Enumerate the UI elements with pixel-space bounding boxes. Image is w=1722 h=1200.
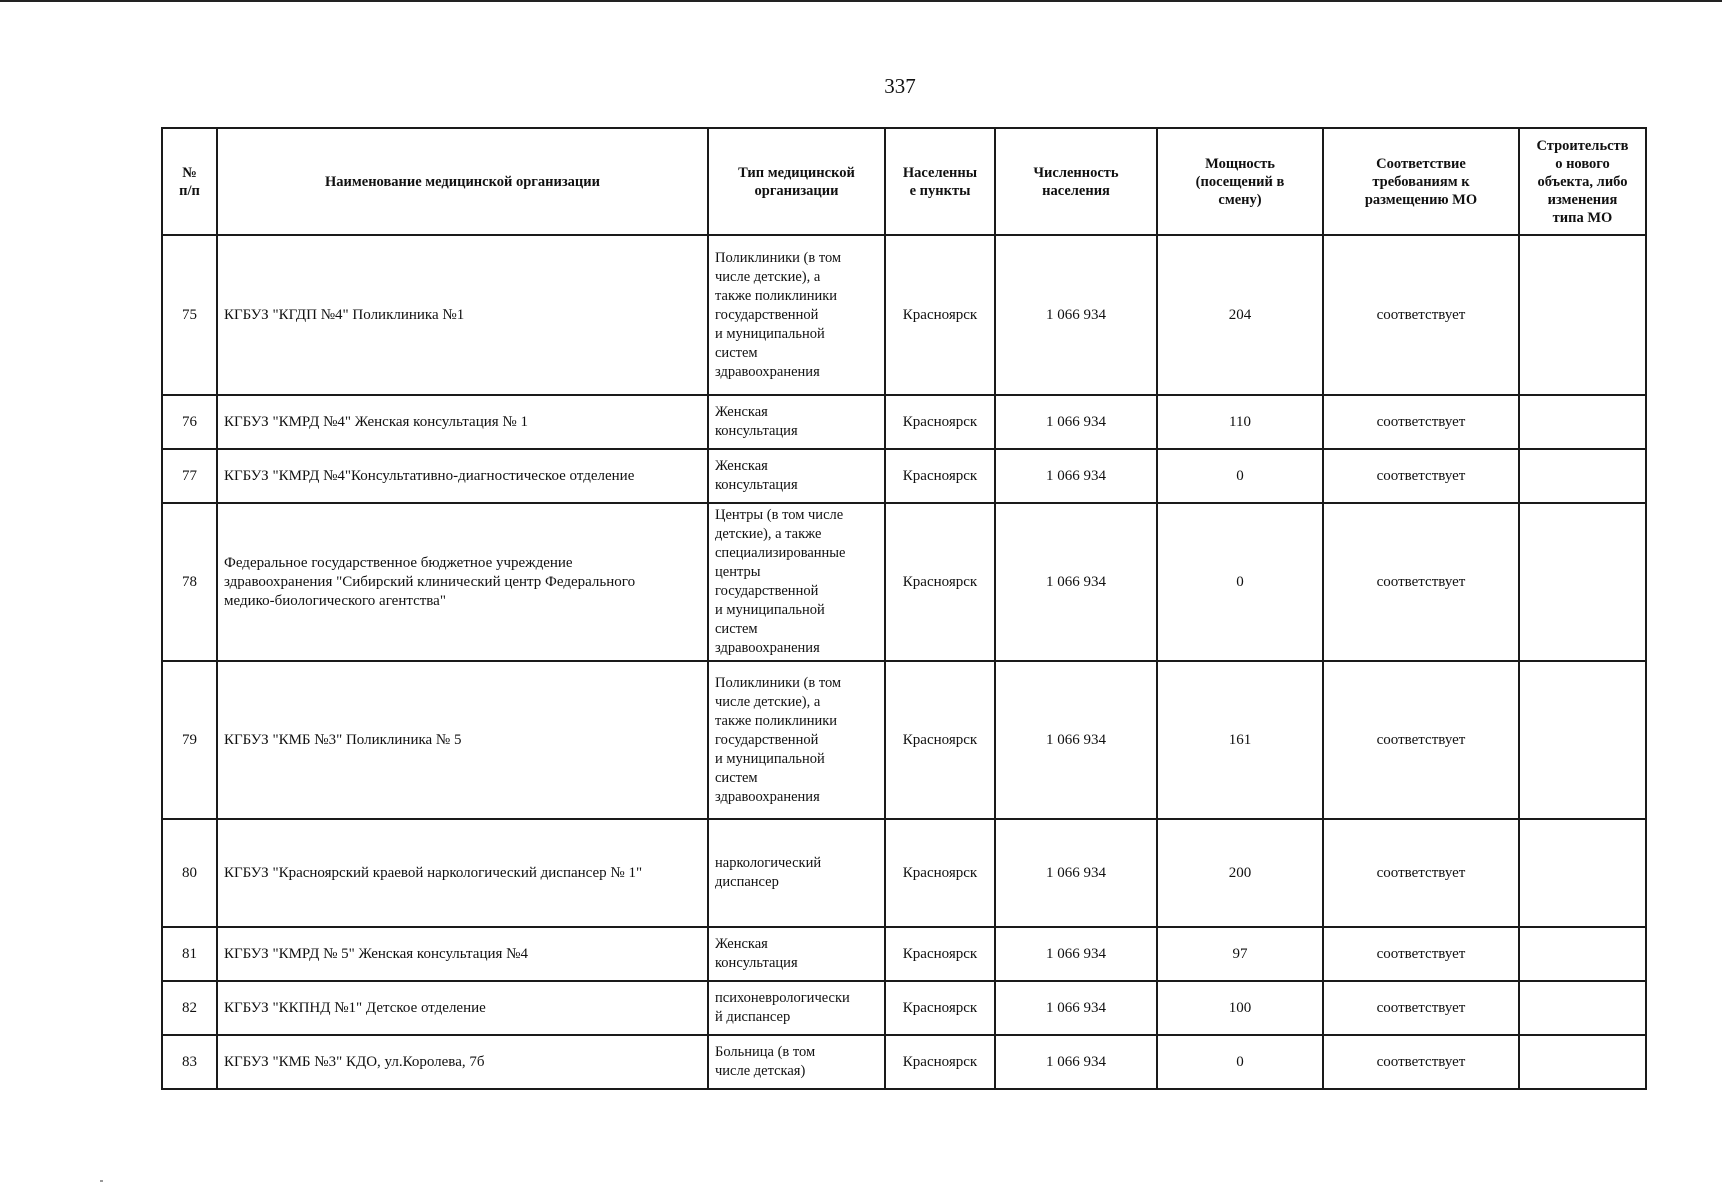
cell-capacity: 100 bbox=[1157, 981, 1323, 1035]
cell-type: Больница (в том числе детская) bbox=[708, 1035, 885, 1089]
top-border-line bbox=[0, 0, 1722, 2]
cell-name: КГБУЗ "КМБ №3" КДО, ул.Королева, 7б bbox=[217, 1035, 708, 1089]
cell-construction bbox=[1519, 981, 1646, 1035]
cell-no: 79 bbox=[162, 661, 217, 819]
table-row bbox=[162, 981, 1646, 1035]
cell-locality: Красноярск bbox=[885, 927, 995, 981]
header-locality: Населенны е пункты bbox=[885, 128, 995, 235]
cell-type: Женская консультация bbox=[708, 927, 885, 981]
cell-type: Женская консультация bbox=[708, 449, 885, 503]
cell-type: Центры (в том числе детские), а также специализированные центры государственной и муниципальной систем здравоохранения bbox=[708, 503, 885, 661]
cell-construction bbox=[1519, 395, 1646, 449]
cell-locality: Красноярск bbox=[885, 235, 995, 395]
cell-compliance: соответствует bbox=[1323, 503, 1519, 661]
table-row bbox=[162, 235, 1646, 395]
cell-population: 1 066 934 bbox=[995, 395, 1157, 449]
cell-capacity: 200 bbox=[1157, 819, 1323, 927]
cell-compliance: соответствует bbox=[1323, 661, 1519, 819]
cell-compliance: соответствует bbox=[1323, 819, 1519, 927]
cell-name: КГБУЗ "КГДП №4" Поликлиника №1 bbox=[217, 235, 708, 395]
cell-construction bbox=[1519, 819, 1646, 927]
cell-population: 1 066 934 bbox=[995, 1035, 1157, 1089]
table-row bbox=[162, 927, 1646, 981]
cell-locality: Красноярск bbox=[885, 395, 995, 449]
scan-speck bbox=[100, 1180, 103, 1182]
cell-locality: Красноярск bbox=[885, 981, 995, 1035]
cell-name: КГБУЗ "Красноярский краевой наркологический диспансер № 1" bbox=[217, 819, 708, 927]
cell-locality: Красноярск bbox=[885, 661, 995, 819]
cell-type: Поликлиники (в том числе детские), а также поликлиники государственной и муниципальной систем здравоохранения bbox=[708, 661, 885, 819]
cell-name: КГБУЗ "ККПНД №1" Детское отделение bbox=[217, 981, 708, 1035]
cell-compliance: соответствует bbox=[1323, 1035, 1519, 1089]
table-row bbox=[162, 661, 1646, 819]
cell-no: 77 bbox=[162, 449, 217, 503]
cell-compliance: соответствует bbox=[1323, 981, 1519, 1035]
medical-organizations-table bbox=[161, 127, 1647, 1090]
cell-compliance: соответствует bbox=[1323, 395, 1519, 449]
cell-no: 80 bbox=[162, 819, 217, 927]
header-construction: Строительств о нового объекта, либо изменения типа МО bbox=[1519, 128, 1646, 235]
cell-compliance: соответствует bbox=[1323, 235, 1519, 395]
cell-name: КГБУЗ "КМРД №4"Консультативно-диагностическое отделение bbox=[217, 449, 708, 503]
cell-type: наркологический диспансер bbox=[708, 819, 885, 927]
cell-compliance: соответствует bbox=[1323, 927, 1519, 981]
header-capacity: Мощность (посещений в смену) bbox=[1157, 128, 1323, 235]
cell-no: 76 bbox=[162, 395, 217, 449]
table-row bbox=[162, 1035, 1646, 1089]
cell-no: 83 bbox=[162, 1035, 217, 1089]
header-type: Тип медицинской организации bbox=[708, 128, 885, 235]
cell-construction bbox=[1519, 503, 1646, 661]
cell-population: 1 066 934 bbox=[995, 503, 1157, 661]
cell-population: 1 066 934 bbox=[995, 449, 1157, 503]
cell-locality: Красноярск bbox=[885, 1035, 995, 1089]
cell-construction bbox=[1519, 235, 1646, 395]
cell-population: 1 066 934 bbox=[995, 927, 1157, 981]
cell-locality: Красноярск bbox=[885, 503, 995, 661]
cell-compliance: соответствует bbox=[1323, 449, 1519, 503]
header-compliance: Соответствие требованиям к размещению МО bbox=[1323, 128, 1519, 235]
cell-capacity: 97 bbox=[1157, 927, 1323, 981]
table-header-row bbox=[162, 128, 1646, 235]
cell-capacity: 0 bbox=[1157, 503, 1323, 661]
cell-no: 82 bbox=[162, 981, 217, 1035]
cell-type: Поликлиники (в том числе детские), а также поликлиники государственной и муниципальной систем здравоохранения bbox=[708, 235, 885, 395]
cell-type: Женская консультация bbox=[708, 395, 885, 449]
cell-no: 75 bbox=[162, 235, 217, 395]
cell-construction bbox=[1519, 1035, 1646, 1089]
page-number: 337 bbox=[884, 74, 916, 98]
cell-population: 1 066 934 bbox=[995, 661, 1157, 819]
cell-type: психоневрологически й диспансер bbox=[708, 981, 885, 1035]
cell-population: 1 066 934 bbox=[995, 235, 1157, 395]
cell-construction bbox=[1519, 661, 1646, 819]
cell-locality: Красноярск bbox=[885, 819, 995, 927]
cell-name: Федеральное государственное бюджетное учреждение здравоохранения "Сибирский клинический центр Федерального медико-биологического агентства" bbox=[217, 503, 708, 661]
header-no: № п/п bbox=[162, 128, 217, 235]
cell-capacity: 110 bbox=[1157, 395, 1323, 449]
header-name: Наименование медицинской организации bbox=[217, 128, 708, 235]
cell-name: КГБУЗ "КМБ №3" Поликлиника № 5 bbox=[217, 661, 708, 819]
cell-name: КГБУЗ "КМРД № 5" Женская консультация №4 bbox=[217, 927, 708, 981]
cell-capacity: 0 bbox=[1157, 449, 1323, 503]
cell-no: 81 bbox=[162, 927, 217, 981]
cell-construction bbox=[1519, 449, 1646, 503]
cell-capacity: 204 bbox=[1157, 235, 1323, 395]
cell-no: 78 bbox=[162, 503, 217, 661]
cell-name: КГБУЗ "КМРД №4" Женская консультация № 1 bbox=[217, 395, 708, 449]
cell-locality: Красноярск bbox=[885, 449, 995, 503]
table-row bbox=[162, 819, 1646, 927]
header-population: Численность населения bbox=[995, 128, 1157, 235]
table-row bbox=[162, 449, 1646, 503]
cell-construction bbox=[1519, 927, 1646, 981]
table-row bbox=[162, 503, 1646, 661]
cell-capacity: 161 bbox=[1157, 661, 1323, 819]
cell-population: 1 066 934 bbox=[995, 981, 1157, 1035]
cell-capacity: 0 bbox=[1157, 1035, 1323, 1089]
cell-population: 1 066 934 bbox=[995, 819, 1157, 927]
table-row bbox=[162, 395, 1646, 449]
